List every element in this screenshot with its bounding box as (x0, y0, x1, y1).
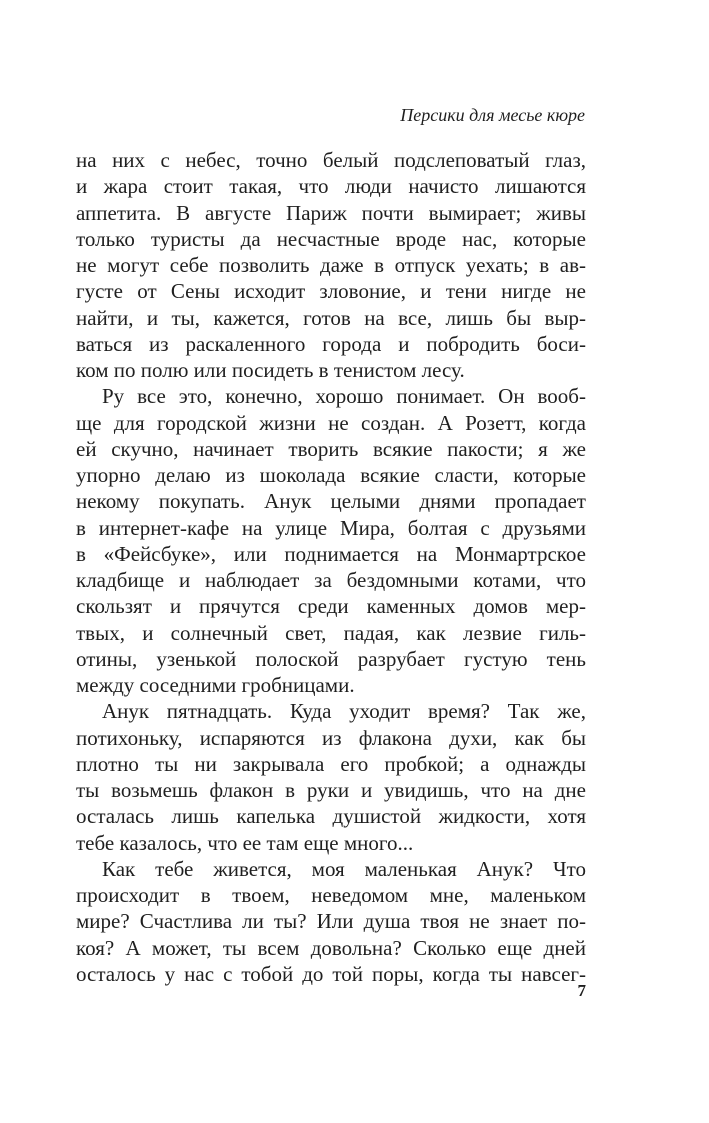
text-line: между соседними гробницами. (76, 673, 355, 697)
text-line: мире? Счастлива ли ты? Или душа твоя не знает по- (76, 909, 586, 934)
page-number: 7 (577, 981, 586, 1000)
text-line: скользят и прячутся среди каменных домов мер- (76, 594, 586, 619)
running-header: Персики для месье кюре (400, 105, 585, 125)
text-line: плотно ты ни закрывала его пробкой; а однажды (76, 751, 586, 776)
text-line: ты возьмешь флакон в руки и увидишь, что на дне (76, 778, 586, 802)
text-line: тебе казалось, что ее там еще много... (76, 830, 414, 855)
text-line: не могут себе позволить даже в отпуск уехать; в ав- (76, 253, 586, 277)
text-line: только туристы да несчастные вроде нас, которые (76, 226, 586, 251)
text-line: ей скучно, начинает творить всякие пакости; я же (76, 436, 586, 461)
text-line: происходит в твоем, неведомом мне, маленьком (76, 883, 586, 907)
text-line: ще для городской жизни не создан. А Розетт, когда (76, 410, 586, 435)
page-body-text (76, 147, 586, 987)
text-line: густе от Сены исходит зловоние, и тени нигде не (76, 279, 586, 304)
text-line: Как тебе живется, моя маленькая Анук? Что (102, 856, 586, 881)
text-line: и жара стоит такая, что люди начисто лишаются (76, 174, 586, 199)
text-line: отины, узенькой полоской разрубает густую тень (76, 646, 586, 671)
text-line: на них с небес, точно белый подслеповатый глаз, (76, 148, 586, 172)
text-line: ваться из раскаленного города и побродить боси- (76, 331, 586, 356)
text-line: потихоньку, испаряются из флакона духи, как бы (76, 725, 586, 750)
text-line: некому покупать. Анук целыми днями пропадает (76, 489, 586, 514)
text-line: Анук пятнадцать. Куда уходит время? Так же, (102, 699, 586, 724)
text-line: в «Фейсбуке», или поднимается на Монмартрское (76, 541, 586, 566)
text-line: кладбище и наблюдает за бездомными котами, что (76, 568, 586, 592)
text-line: Ру все это, конечно, хорошо понимает. Он вооб- (102, 384, 586, 409)
text-line: коя? А может, ты всем довольна? Сколько еще дней (76, 935, 586, 960)
text-line: аппетита. В августе Париж почти вымирает; живы (76, 200, 586, 225)
text-line: осталась лишь капелька душистой жидкости, хотя (76, 804, 586, 829)
text-line: ком по полю или посидеть в тенистом лесу. (76, 358, 465, 382)
text-line: осталось у нас с тобой до той поры, когда ты навсег- (76, 961, 586, 986)
text-line: упорно делаю из шоколада всякие сласти, которые (76, 463, 586, 487)
text-line: найти, и ты, кажется, готов на все, лишь бы выр- (76, 305, 586, 330)
text-line: в интернет-кафе на улице Мира, болтая с друзьями (76, 515, 586, 540)
text-line: твых, и солнечный свет, падая, как лезвие гиль- (76, 620, 586, 645)
